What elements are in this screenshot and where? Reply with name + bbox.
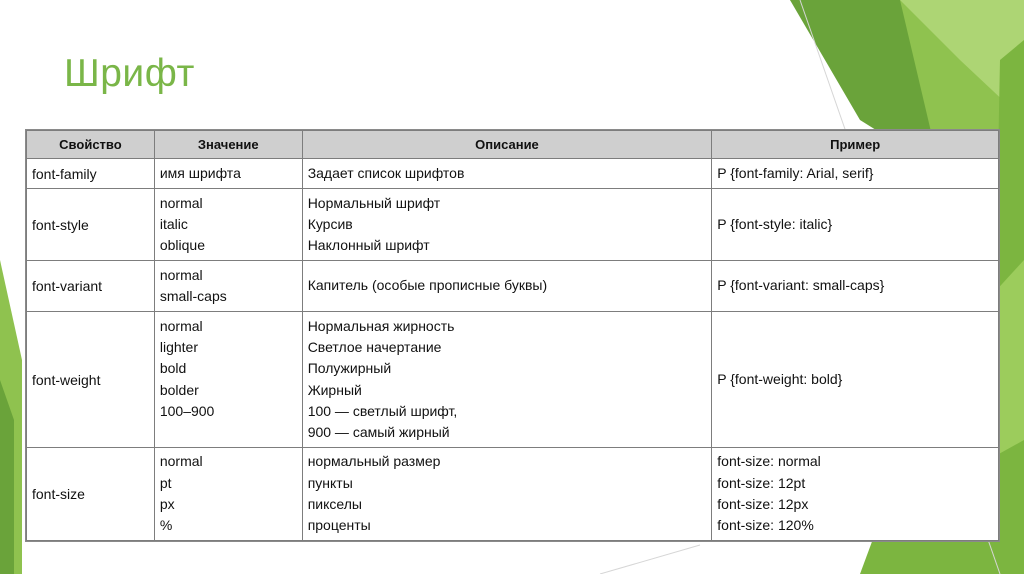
value-line: имя шрифта <box>159 164 241 181</box>
description-line: Капитель (особые прописные буквы) <box>307 277 548 294</box>
description-line: проценты <box>307 517 371 534</box>
table-row <box>27 159 999 189</box>
header-example: Пример <box>712 131 999 159</box>
header-value: Значение <box>154 131 302 159</box>
value-line: 100–900 <box>159 402 215 419</box>
value-line: % <box>159 517 173 534</box>
example-line: font-size: normal <box>717 453 821 470</box>
cell-example <box>712 448 999 541</box>
cell-property: font-weight <box>27 312 155 448</box>
cell-description <box>302 312 712 448</box>
description-line: нормальный размер <box>307 453 441 470</box>
value-line: normal <box>159 317 203 334</box>
description-line: пункты <box>307 474 353 491</box>
table-row <box>27 448 999 541</box>
example-line: font-size: 12pt <box>717 474 806 491</box>
example-line: P {font-weight: bold} <box>717 370 843 387</box>
cell-values <box>154 448 302 541</box>
value-line: px <box>159 496 175 512</box>
cell-description <box>302 448 712 541</box>
table-header-row <box>27 131 999 159</box>
value-line: normal <box>159 453 203 470</box>
cell-property: font-family <box>27 159 155 189</box>
cell-values <box>154 261 302 312</box>
value-line: normal <box>159 194 203 211</box>
cell-description <box>302 159 712 189</box>
thin-line-bottom <box>600 545 700 574</box>
value-line: bolder <box>159 381 199 398</box>
description-line: Жирный <box>307 381 362 398</box>
example-line: font-size: 120% <box>717 517 814 534</box>
description-line: 100 — светлый шрифт, <box>307 402 458 419</box>
example-line: font-size: 12px <box>717 496 809 512</box>
cell-values <box>154 159 302 189</box>
cell-property: font-variant <box>27 261 155 312</box>
cell-description <box>302 261 712 312</box>
cell-example <box>712 189 999 261</box>
description-line: Задает список шрифтов <box>307 164 465 181</box>
value-line: oblique <box>159 237 205 254</box>
example-line: P {font-variant: small-caps} <box>717 277 885 294</box>
cell-example <box>712 312 999 448</box>
value-line-spacer <box>160 422 297 443</box>
table-row <box>27 312 999 448</box>
value-line: normal <box>159 266 203 283</box>
table-row <box>27 261 999 312</box>
cell-example <box>712 261 999 312</box>
description-line: Курсив <box>307 215 353 232</box>
cell-description <box>302 189 712 261</box>
value-line: bold <box>159 360 187 377</box>
value-line: small-caps <box>159 288 227 304</box>
table-row <box>27 189 999 261</box>
description-line: Наклонный шрифт <box>307 237 430 254</box>
header-description: Описание <box>302 131 712 159</box>
cell-values <box>154 189 302 261</box>
description-line: Нормальный шрифт <box>307 194 441 211</box>
cell-example <box>712 159 999 189</box>
description-line: Нормальная жирность <box>307 317 455 334</box>
example-line: P {font-style: italic} <box>717 215 833 232</box>
cell-property: font-style <box>27 189 155 261</box>
description-line: пикселы <box>307 496 362 512</box>
font-properties-table <box>26 130 999 541</box>
cell-property: font-size <box>27 448 155 541</box>
description-line: Светлое начертание <box>307 338 442 355</box>
value-line: lighter <box>159 338 198 355</box>
header-property: Свойство <box>27 131 155 159</box>
description-line: Полужирный <box>307 360 392 377</box>
value-line: italic <box>159 215 188 232</box>
value-line: pt <box>159 474 172 491</box>
slide-title: Шрифт <box>64 52 195 95</box>
cell-values <box>154 312 302 448</box>
description-line: 900 — самый жирный <box>307 424 450 441</box>
example-line: P {font-family: Arial, serif} <box>717 164 874 181</box>
